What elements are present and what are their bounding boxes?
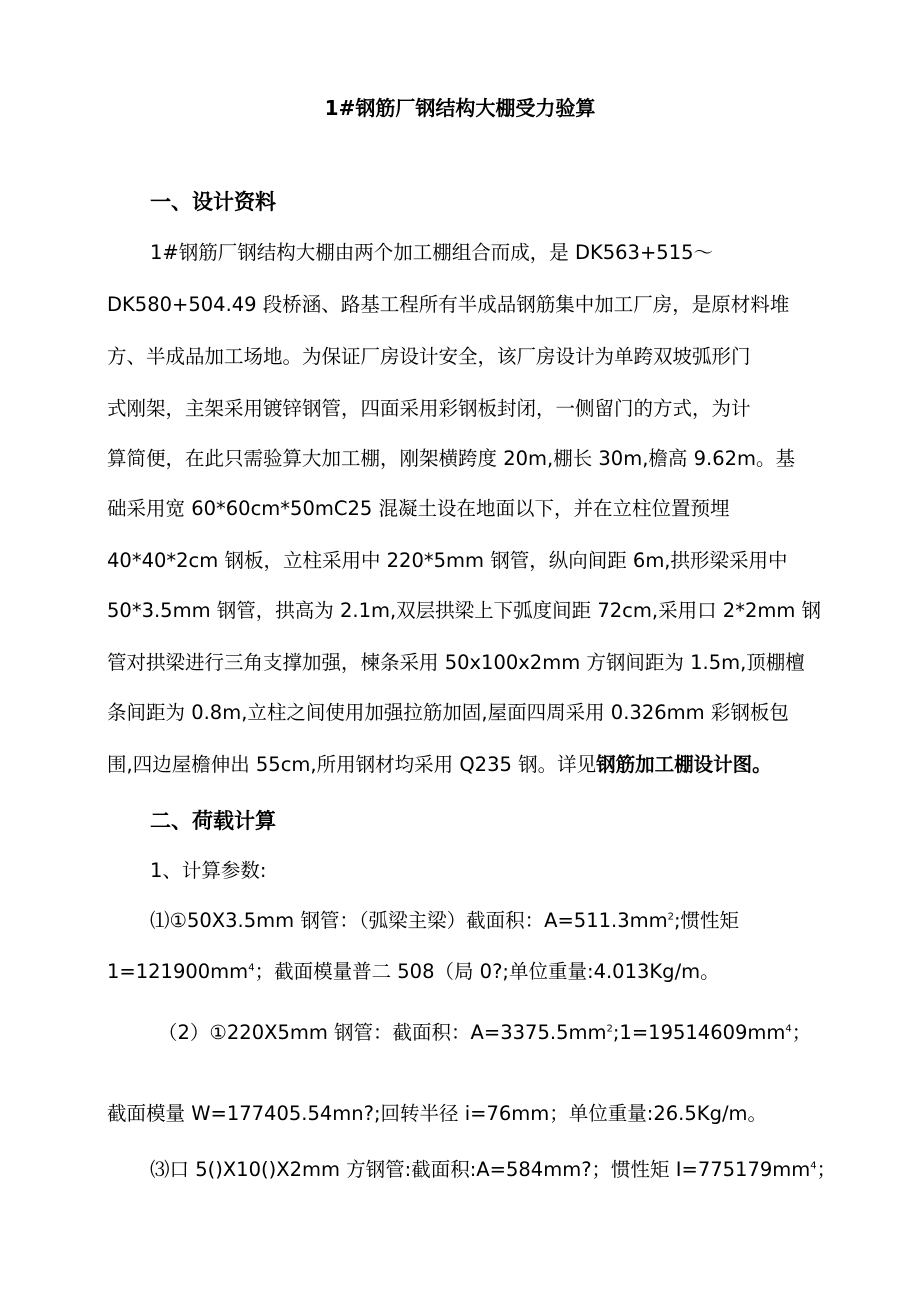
section-heading-design-data: 一、设计资料 xyxy=(150,190,276,214)
paragraph-line: 50*3.5mm 钢管，拱高为 2.1m,双层拱梁上下弧度间距 72cm,采用口 2*2mm 钢 xyxy=(107,599,822,622)
section-heading-load-calc: 二、荷载计算 xyxy=(150,809,276,833)
param-text: （2）①220X5mm 钢管：截面积：A=3375.5mm xyxy=(158,1021,607,1044)
subheading-parameters: 1、计算参数: xyxy=(150,859,267,882)
superscript: 4 xyxy=(810,1160,817,1172)
param-text: 1=121900mm xyxy=(107,960,249,983)
paragraph-line: 1#钢筋厂钢结构大棚由两个加工棚组合而成，是 DK563+515～ xyxy=(150,241,714,264)
param-item-2 xyxy=(158,1020,811,1046)
superscript: 4 xyxy=(785,1023,792,1035)
paragraph-line: 管对拱梁进行三角支撑加强，楝条采用 50x100x2mm 方钢间距为 1.5m,顶棚檀 xyxy=(107,651,805,674)
paragraph-text: 围,四边屋檐伸出 55cm,所用钢材均采用 Q235 钢。详见 xyxy=(107,753,597,776)
param-text: ;惯性矩 xyxy=(673,909,740,932)
param-item-1 xyxy=(150,908,739,934)
page-title: 1#钢筋厂钢结构大棚受力验算 xyxy=(324,96,596,120)
param-text: ;1=19514609mm xyxy=(612,1021,786,1044)
param-text: ； xyxy=(816,1158,837,1181)
paragraph-line: DK580+504.49 段桥涵、路基工程所有半成品钢筋集中加工厂房，是原材料堆 xyxy=(107,293,790,316)
param-text: ；截面模量普二 508（局 0?;单位重量:4.013Kg/m。 xyxy=(254,960,720,983)
paragraph-line: 条间距为 0.8m,立柱之间使用加强拉筋加固,屋面四周采用 0.326mm 彩钢板包 xyxy=(107,701,789,724)
paragraph-line: 算简便，在此只需验算大加工棚，刚架横跨度 20m,棚长 30m,檐高 9.62m。基 xyxy=(107,447,796,470)
param-item-2-cont: 截面模量 W=177405.54mn?;回转半径 i=76mm；单位重量:26.5Kg/m。 xyxy=(107,1102,768,1125)
superscript: 4 xyxy=(248,962,255,974)
paragraph-line: 方、半成品加工场地。为保证厂房设计安全，该厂房设计为单跨双坡弧形门 xyxy=(107,345,751,368)
param-text: ⑴①50X3.5mm 钢管：（弧梁主梁）截面积：A=511.3mm xyxy=(150,909,668,932)
param-item-1-cont xyxy=(107,959,720,985)
param-item-3 xyxy=(150,1157,836,1183)
paragraph-line: 式刚架，主架采用镀锌钢管，四面采用彩钢板封闭，一侧留门的方式，为计 xyxy=(107,397,751,420)
param-text: ； xyxy=(791,1021,812,1044)
superscript: 2 xyxy=(667,911,674,923)
paragraph-last-line xyxy=(107,752,772,778)
paragraph-line: 40*40*2cm 钢板，立柱采用中 220*5mm 钢管，纵向间距 6m,拱形梁采用中 xyxy=(107,549,788,572)
design-drawing-reference: 钢筋加工棚设计图。 xyxy=(596,753,772,776)
paragraph-line: 础采用宽 60*60cm*50mC25 混凝土设在地面以下，并在立柱位置预埋 xyxy=(107,497,730,520)
superscript: 2 xyxy=(606,1023,613,1035)
param-text: ⑶口 5()X10()X2mm 方钢管:截面积:A=584mm?；惯性矩 I=775179mm xyxy=(150,1158,811,1181)
